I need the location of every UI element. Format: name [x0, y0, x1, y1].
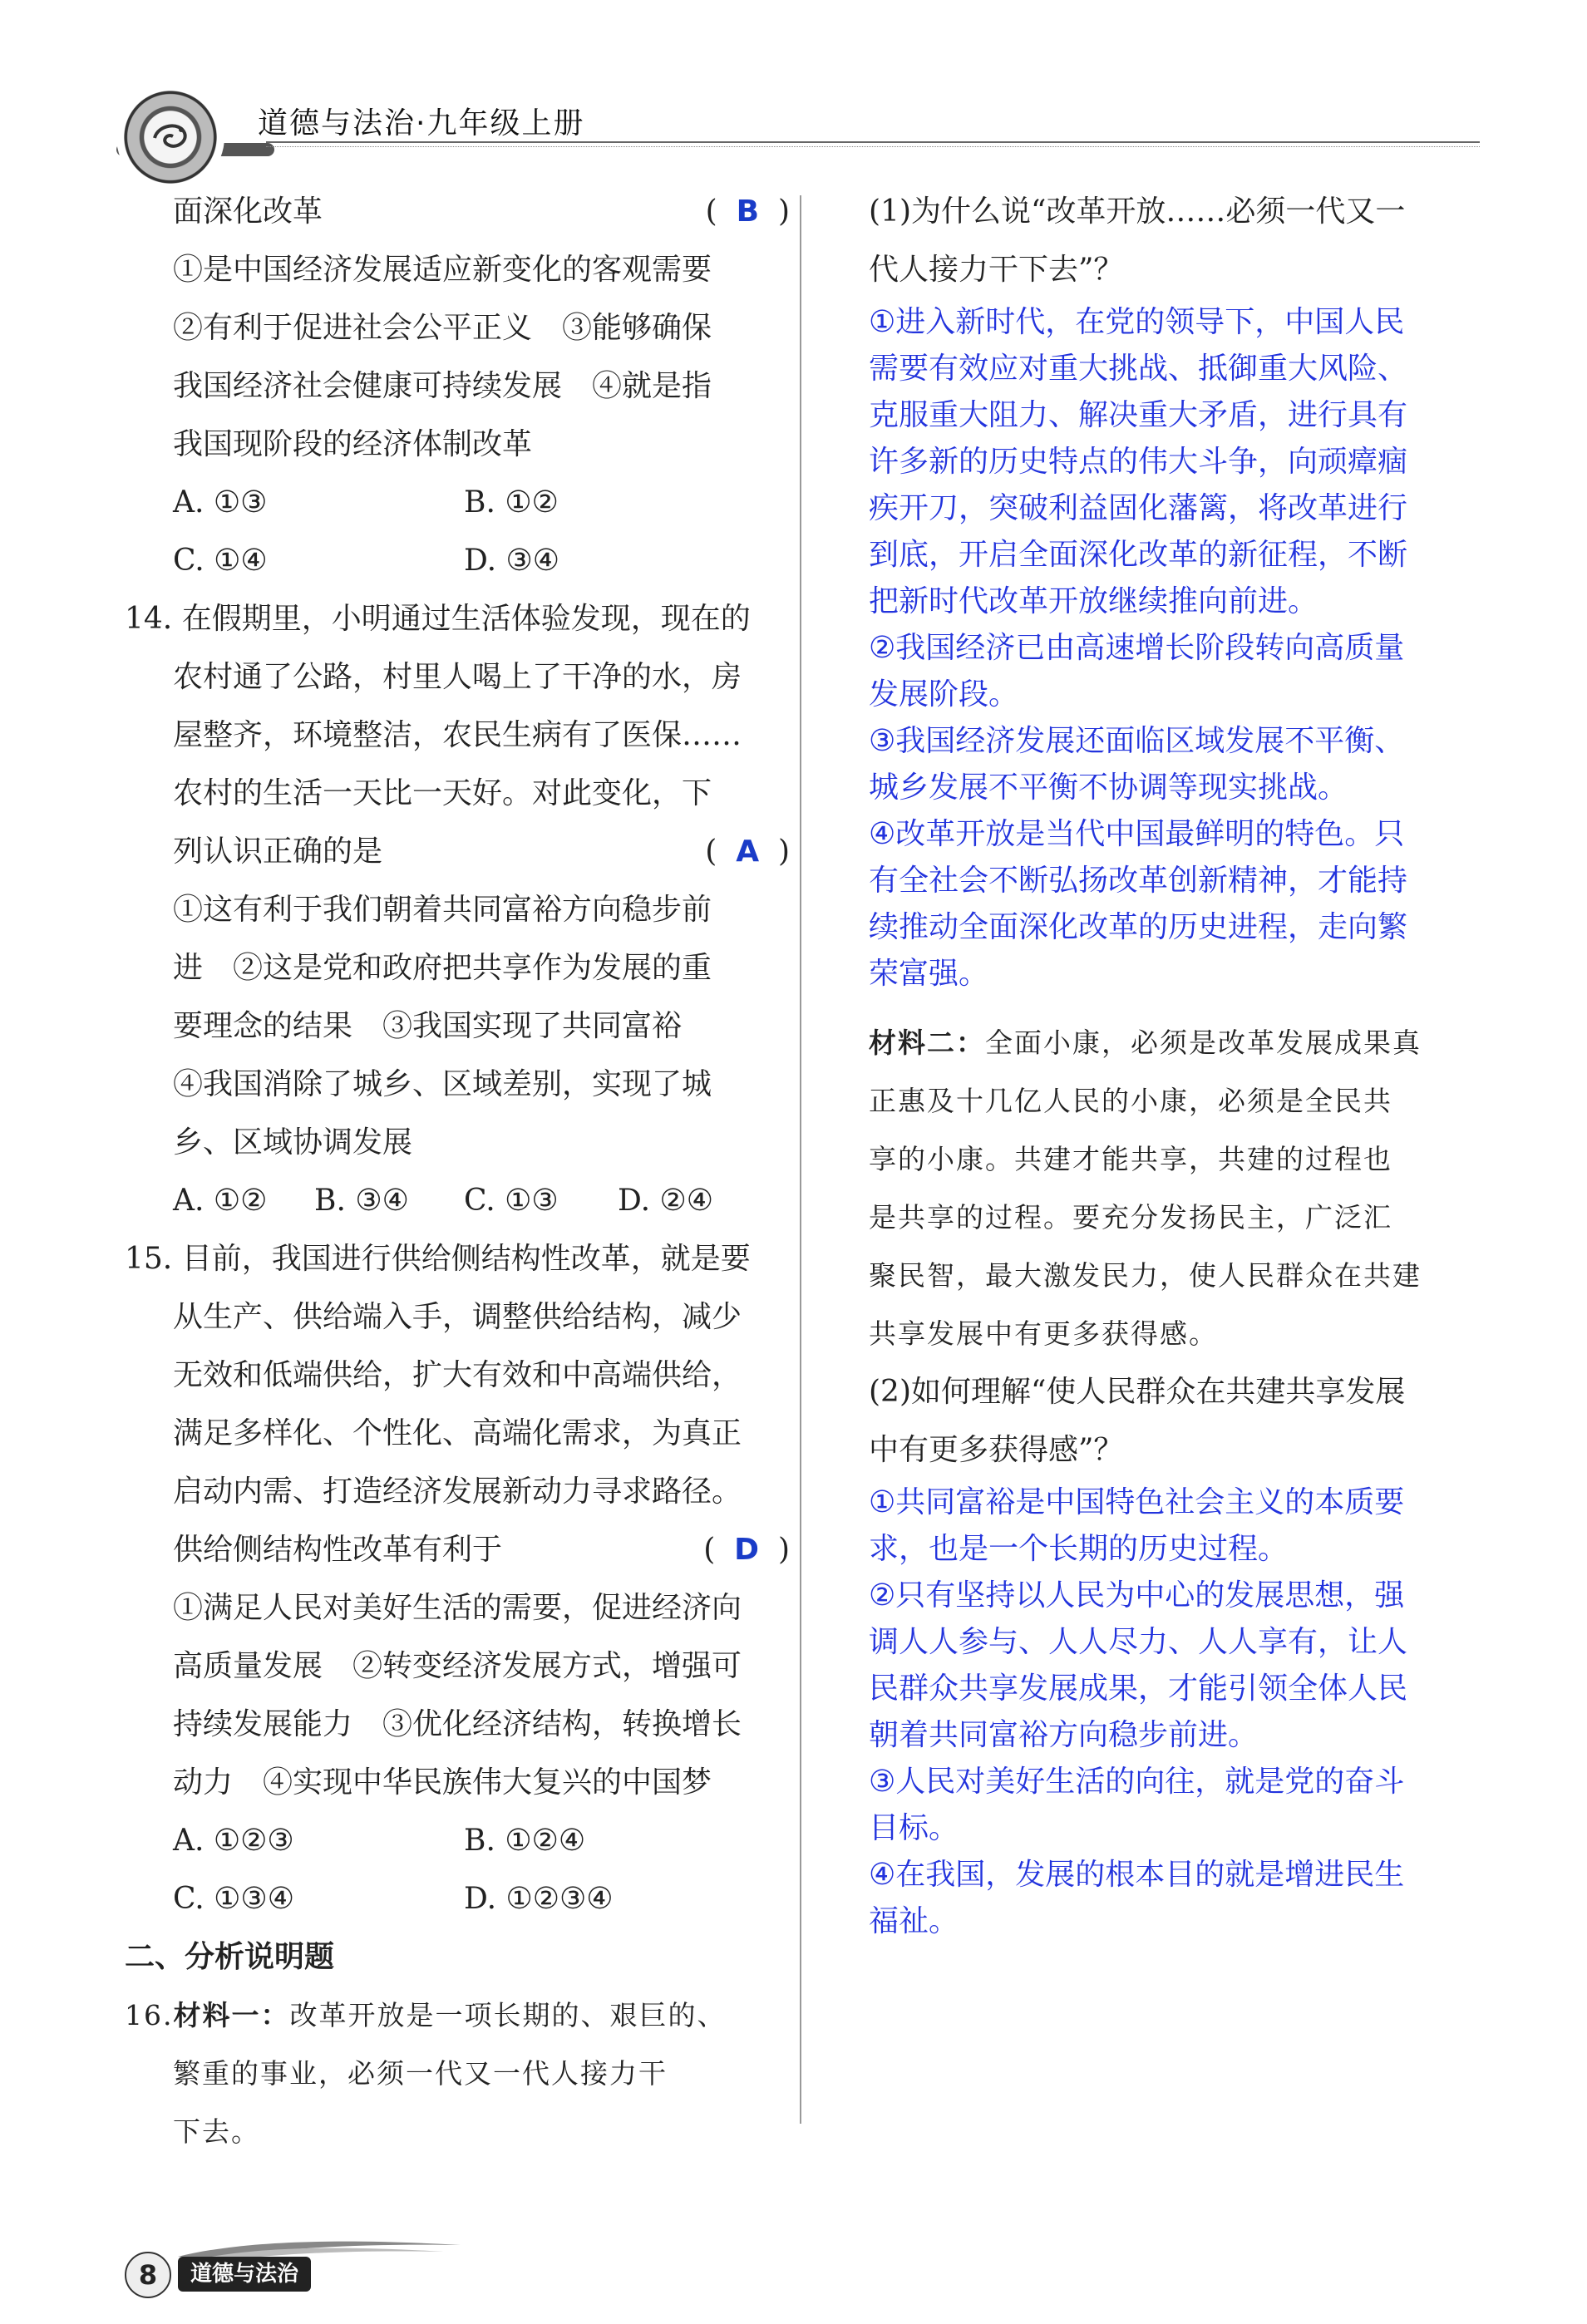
q16-material-label: 材料一： [173, 1999, 290, 2031]
answer-line: 民群众共享发展成果，才能引领全体人民 [869, 1672, 1408, 1706]
section-heading: 二、分析说明题 [125, 1940, 335, 1974]
q16-material2-line: 是共享的过程。要充分发扬民主，广泛汇 [869, 1201, 1392, 1233]
q14-choices-row [125, 1172, 790, 1230]
q14-option-line: ④我国消除了城乡、区域差别，实现了城 [173, 1067, 712, 1101]
q15-stem-end: 供给侧结构性改革有利于 ( D ) [173, 1533, 790, 1567]
answer-line: ②我国经济已由高速增长阶段转向高质量 [869, 631, 1405, 665]
q15-stem-line: 满足多样化、个性化、高端化需求，为真正 [173, 1416, 742, 1450]
q15-stem-line: 15. 目前，我国进行供给侧结构性改革，就是要 [125, 1242, 751, 1276]
q15-stem-line: 无效和低端供给，扩大有效和中高端供给， [173, 1358, 742, 1392]
q16-material2-line: 共享发展中有更多获得感。 [869, 1317, 1218, 1350]
q16-material2-line: 聚民智，最大激发民力，使人民群众在共建 [869, 1259, 1422, 1292]
q13-option-line: ②有利于促进社会公平正义 ③能够确保 [173, 311, 712, 345]
right-column [869, 183, 1496, 1945]
q15-stem-line: 从生产、供给端入手，调整供给结构，减少 [173, 1300, 742, 1334]
q15-option-line: ①满足人民对美好生活的需要，促进经济向 [173, 1591, 742, 1625]
answer-line: ①共同富裕是中国特色社会主义的本质要 [869, 1485, 1405, 1519]
answer-line: 需要有效应对重大挑战、抵御重大风险、 [869, 352, 1408, 386]
q16-material2-line: 享的小康。共建才能共享，共建的过程也 [869, 1143, 1392, 1175]
answer-line: 把新时代改革开放继续推向前进。 [869, 584, 1318, 618]
q14-stem-end-text: 列认识正确的是 [173, 835, 383, 869]
answer-line: 朝着共同富裕方向稳步前进。 [869, 1718, 1259, 1752]
q16-number: 16. [125, 1999, 174, 2031]
q14-option-line: 要理念的结果 ③我国实现了共同富裕 [173, 1009, 683, 1043]
q16-material-two [869, 1014, 1496, 1072]
dragon-emblem-icon [116, 83, 224, 191]
header-rule-dotted [266, 146, 1480, 147]
answer-line: ③人民对美好生活的向往，就是党的奋斗 [869, 1765, 1405, 1799]
q15-stem-line: 启动内需、打造经济发展新动力寻求路径。 [173, 1475, 742, 1509]
q14-stem-line: 屋整齐，环境整洁，农民生病有了医保…… [173, 718, 742, 752]
q16-material-text: 改革开放是一项长期的、艰巨的、 [289, 1999, 727, 2031]
answer-line: 有全社会不断弘扬改革创新精神，才能持 [869, 864, 1408, 898]
q15-option-line: 动力 ④实现中华民族伟大复兴的中国梦 [173, 1765, 712, 1800]
q15-choice-d: D. ①②③④ [464, 1882, 614, 1916]
answer-line: ④改革开放是当代中国最鲜明的特色。只 [869, 817, 1405, 851]
answer-line: 克服重大阻力、解决重大矛盾，进行具有 [869, 398, 1408, 432]
answer-line: ②只有坚持以人民为中心的发展思想，强 [869, 1578, 1405, 1613]
q16-material-line: 繁重的事业，必须一代又一代人接力干 [173, 2057, 668, 2090]
answer-line: 目标。 [869, 1811, 959, 1845]
q13-choice-b: B. ①② [464, 485, 559, 519]
q14-choice-b: B. ③④ [314, 1184, 409, 1218]
q16-sub1-line: 代人接力干下去”？ [869, 253, 1124, 287]
q15-option-line: 持续发展能力 ③优化经济结构，转换增长 [173, 1707, 742, 1741]
q14-stem-line: 农村通了公路，村里人喝上了干净的水，房 [173, 660, 742, 694]
q16-material-one [125, 1987, 790, 2045]
q13-choice-d: D. ③④ [464, 544, 560, 578]
q13-answer: B [736, 194, 760, 229]
q14-option-line: ①这有利于我们朝着共同富裕方向稳步前 [173, 893, 712, 927]
q15-choices-row [125, 1870, 790, 1928]
answer-line: 荣富强。 [869, 957, 989, 991]
q15-stem-end-text: 供给侧结构性改革有利于 [173, 1533, 503, 1567]
answer-line: 疾开刀，突破利益固化藩篱，将改革进行 [869, 491, 1408, 525]
q14-choice-d: D. ②④ [618, 1184, 714, 1218]
q16-material2-text: 全面小康，必须是改革发展成果真 [985, 1027, 1422, 1059]
page-header [116, 83, 1480, 150]
answer-line: 续推动全面深化改革的历史进程，走向繁 [869, 910, 1408, 944]
header-title: 道德与法治·九年级上册 [258, 106, 585, 140]
q13-stem-tail: 面深化改革 ( B ) [173, 194, 790, 229]
q14-stem-line: 农村的生活一天比一天好。对此变化，下 [173, 776, 712, 810]
q16-material2-label: 材料二： [869, 1027, 985, 1059]
answer-line: 到底，开启全面深化改革的新征程，不断 [869, 538, 1408, 572]
q14-stem-line: 14. 在假期里，小明通过生活体验发现，现在的 [125, 602, 751, 636]
answer-line: ④在我国，发展的根本目的就是增进民生 [869, 1858, 1405, 1892]
answer-line: 福祉。 [869, 1904, 959, 1938]
q13-choices-row [125, 532, 790, 590]
q15-choice-c: C. ①③④ [173, 1882, 294, 1916]
q16-material2-line: 正惠及十几亿人民的小康，必须是全民共 [869, 1085, 1392, 1117]
q14-choice-c: C. ①③ [464, 1184, 559, 1218]
q16-answer1 [869, 299, 1496, 997]
q16-sub1-line: (1)为什么说“改革开放……必须一代又一 [869, 194, 1406, 229]
left-column [125, 183, 790, 2161]
answer-line: ③我国经济发展还面临区域发展不平衡、 [869, 724, 1405, 758]
q13-choices-row [125, 474, 790, 532]
q15-answer: D [734, 1533, 760, 1567]
q14-stem-end: 列认识正确的是 ( A ) [173, 835, 790, 869]
answer-line: 调人人参与、人人尽力、人人享有，让人 [869, 1625, 1408, 1659]
q14-choice-a: A. ①② [173, 1184, 268, 1218]
q16-material-line: 下去。 [173, 2115, 260, 2148]
q13-option-line: 我国经济社会健康可持续发展 ④就是指 [173, 369, 712, 403]
q13-stem-text: 面深化改革 [173, 194, 323, 229]
answer-line: 城乡发展不平衡不协调等现实挑战。 [869, 771, 1348, 805]
answer-line: 许多新的历史特点的伟大斗争，向顽瘴痼 [869, 445, 1408, 479]
footer-title: 道德与法治 [178, 2257, 311, 2292]
q15-choices-row [125, 1812, 790, 1870]
answer-line: ①进入新时代，在党的领导下，中国人民 [869, 305, 1405, 339]
q14-answer: A [736, 835, 760, 869]
q15-choice-a: A. ①②③ [173, 1824, 294, 1858]
q13-option-line: 我国现阶段的经济体制改革 [173, 427, 533, 461]
q16-sub2-line: (2)如何理解“使人民群众在共建共享发展 [869, 1375, 1406, 1409]
q15-choice-b: B. ①②④ [464, 1824, 586, 1858]
q13-choice-a: A. ①③ [173, 485, 268, 519]
page-footer [125, 2248, 474, 2298]
column-divider [800, 195, 801, 2124]
q16-answer2 [869, 1480, 1496, 1945]
page-number: 8 [125, 2252, 171, 2298]
answer-line: 求，也是一个长期的历史过程。 [869, 1532, 1289, 1566]
answer-line: 发展阶段。 [869, 677, 1019, 711]
q16-sub2-line: 中有更多获得感”？ [869, 1433, 1124, 1467]
q15-option-line: 高质量发展 ②转变经济发展方式，增强可 [173, 1649, 742, 1683]
q13-option-line: ①是中国经济发展适应新变化的客观需要 [173, 253, 712, 287]
q14-option-line: 进 ②这是党和政府把共享作为发展的重 [173, 951, 712, 985]
q13-choice-c: C. ①④ [173, 544, 268, 578]
q14-option-line: 乡、区域协调发展 [173, 1125, 413, 1160]
